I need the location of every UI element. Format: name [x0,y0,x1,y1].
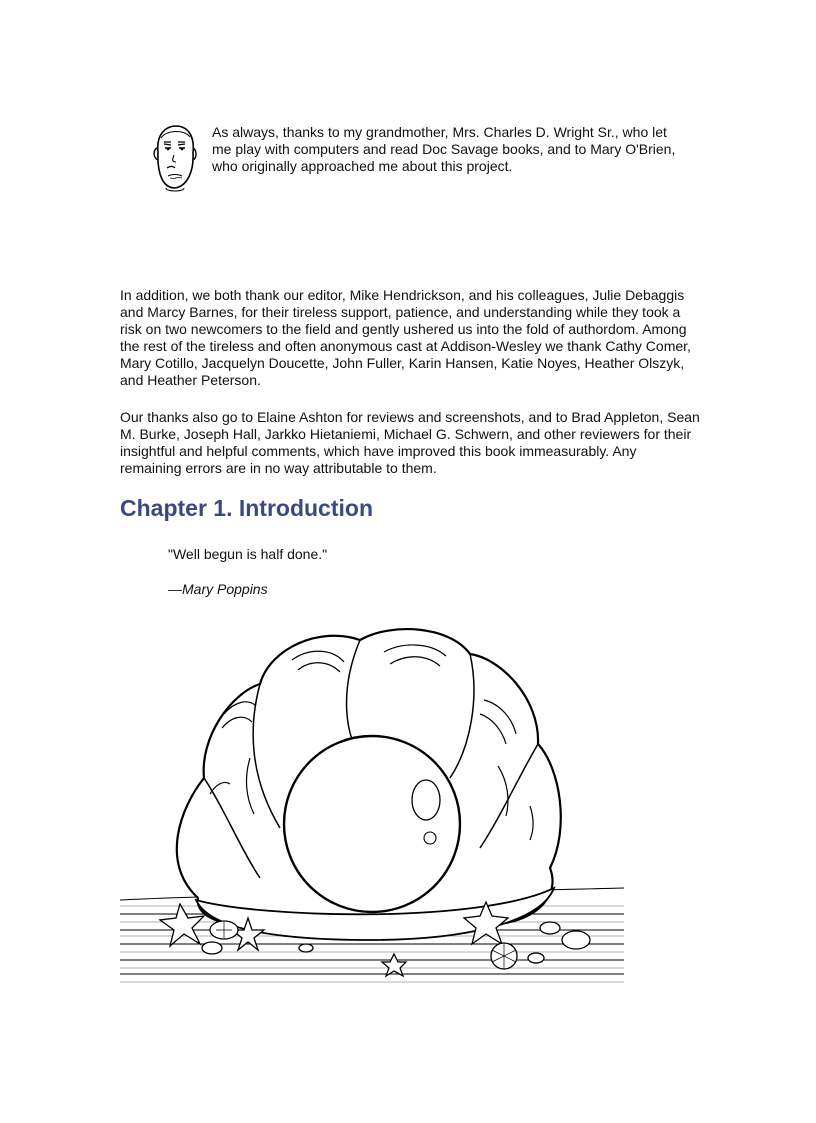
clam-shell-pearl-icon [120,618,624,990]
chapter-title: Chapter 1. Introduction [120,495,373,521]
acknowledgement-note: As always, thanks to my grandmother, Mrs. Charles D. Wright Sr., who let me play with computers and read Doc Savage books, and to Mary O'Brien, who originally approached me about this project. [212,124,676,174]
author-portrait-icon [150,122,200,194]
acknowledgement-paragraph: Our thanks also go to Elaine Ashton for reviews and screenshots, and to Brad Appleton, Sean M. Burke, Joseph Hall, Jarkko Hietaniemi, Michael G. Schwern, and other reviewers for their insightful and helpful comments, which have improved this book immeasurably. Any remaining errors are in no way attributable to them. [120,409,700,476]
epigraph-attribution: —Mary Poppins [168,581,268,597]
epigraph-quote: "Well begun is half done." [168,546,328,562]
acknowledgement-paragraph: In addition, we both thank our editor, Mike Hendrickson, and his colleagues, Julie Debaggis and Marcy Barnes, for their tireless support, patience, and understanding while they took a risk on two newcomers to the field and gently ushered us into the fold of authordom. Among the rest of the tireless and often anonymous cast at Addison-Wesley we thank Cathy Comer, Mary Cotillo, Jacquelyn Doucette, John Fuller, Karin Hansen, Katie Noyes, Heather Olszyk, and Heather Peterson. [120,287,691,388]
